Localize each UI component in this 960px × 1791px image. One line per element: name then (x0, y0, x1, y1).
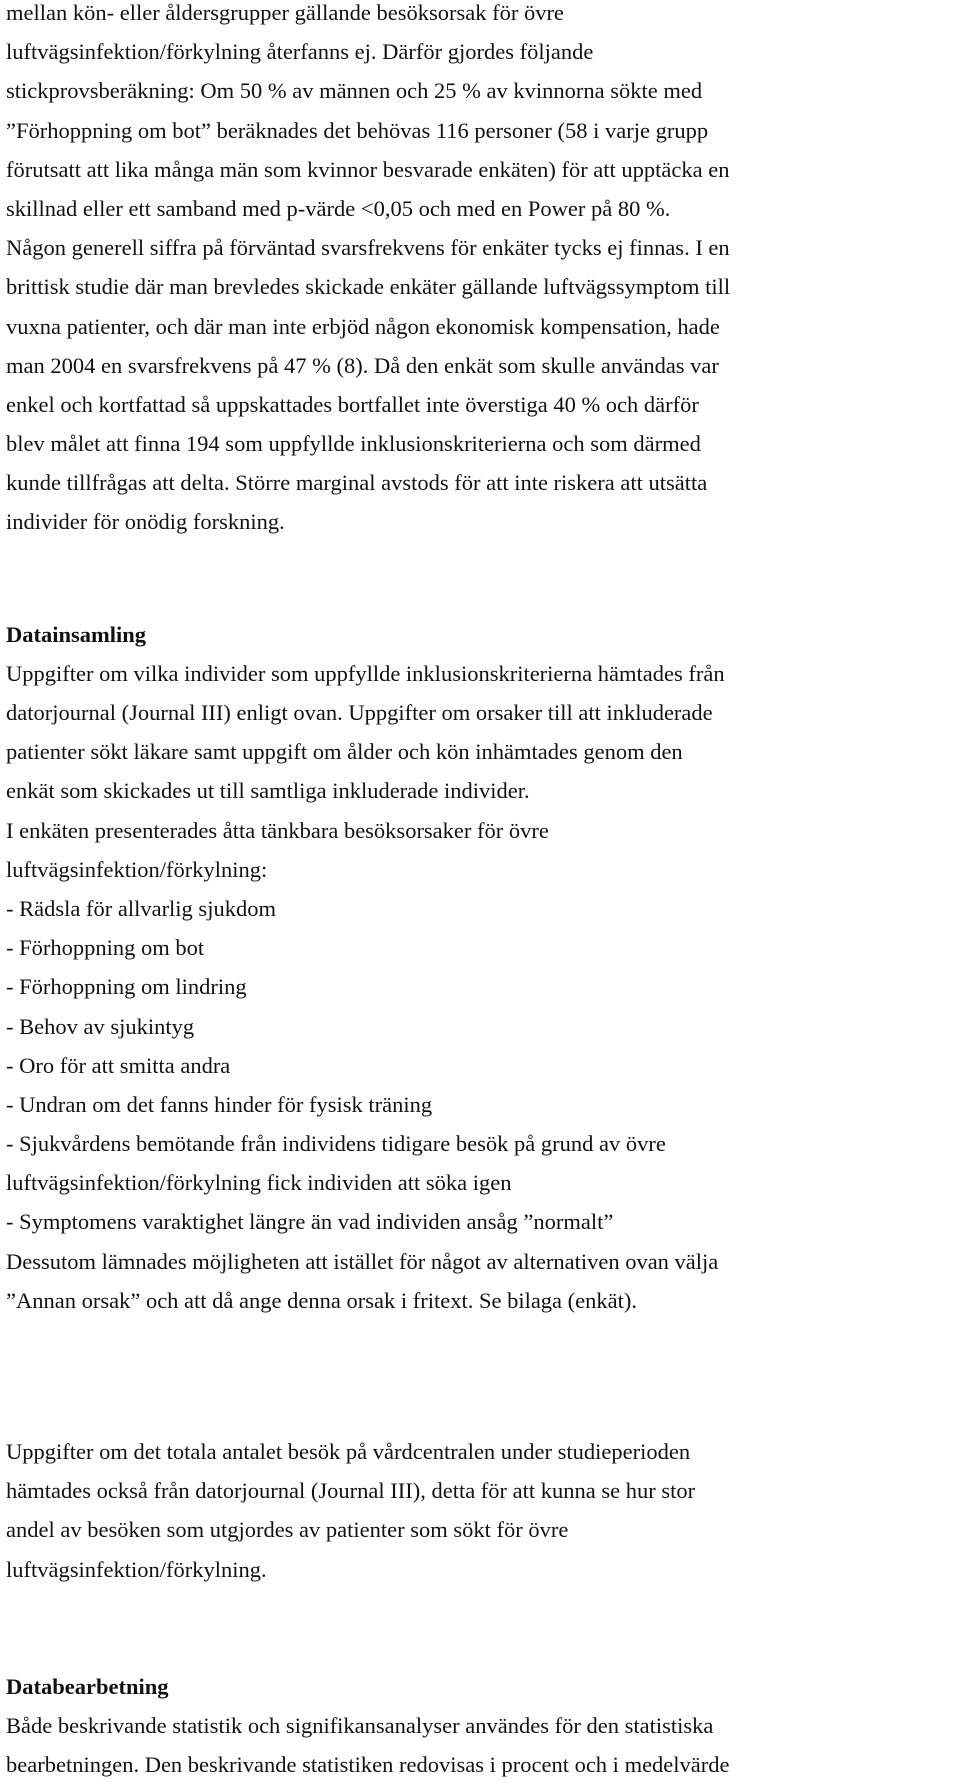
list-item: - Rädsla för allvarlig sjukdom (6, 895, 276, 921)
text-line: patienter sökt läkare samt uppgift om ålder och kön inhämtades genom den (6, 739, 683, 765)
text-line: I enkäten presenterades åtta tänkbara besöksorsaker för övre (6, 817, 549, 843)
text-line: man 2004 en svarsfrekvens på 47 % (8). Då den enkät som skulle användas var (6, 352, 719, 378)
text-line: kunde tillfrågas att delta. Större marginal avstods för att inte riskera att utsätta (6, 470, 708, 496)
text-line: enkät som skickades ut till samtliga inkluderade individer. (6, 778, 530, 804)
list-item: - Undran om det fanns hinder för fysisk träning (6, 1091, 433, 1117)
text-line: förutsatt att lika många män som kvinnor besvarade enkäten) för att upptäcka en (6, 156, 730, 182)
text-line: luftvägsinfektion/förkylning återfanns ej. Därför gjordes följande (6, 39, 594, 65)
section-heading-databearbetning: Databearbetning (6, 1673, 169, 1699)
text-line: stickprovsberäkning: Om 50 % av männen och 25 % av kvinnorna sökte med (6, 78, 703, 104)
text-line: blev målet att finna 194 som uppfyllde inklusionskriterierna och som därmed (6, 431, 701, 457)
text-line: andel av besöken som utgjordes av patienter som sökt för övre (6, 1517, 569, 1543)
text-line: luftvägsinfektion/förkylning fick individen att söka igen (6, 1170, 512, 1196)
spacer (6, 1327, 956, 1439)
text-line: Både beskrivande statistik och signifikansanalyser användes för den statistiska (6, 1712, 714, 1738)
section-heading-datainsamling: Datainsamling (6, 621, 147, 647)
text-line: Dessutom lämnades möjligheten att istället för något av alternativen ovan välja (6, 1248, 719, 1274)
text-line: individer för onödig forskning. (6, 509, 285, 535)
text-line: ”Förhoppning om bot” beräknades det behövas 116 personer (58 i varje grupp (6, 117, 709, 143)
spacer (6, 549, 956, 622)
text-line: Uppgifter om det totala antalet besök på vårdcentralen under studieperioden (6, 1439, 691, 1464)
text-line: vuxna patienter, och där man inte erbjöd någon ekonomisk kompensation, hade (6, 313, 720, 339)
list-item: - Symptomens varaktighet längre än vad individen ansåg ”normalt” (6, 1209, 614, 1235)
paragraph-sample-size (6, 0, 956, 549)
paragraph-databearbetning (6, 1713, 956, 1791)
paragraph-total-visits (6, 1439, 956, 1596)
list-item: - Förhoppning om lindring (6, 974, 247, 1000)
text-line: datorjournal (Journal III) enligt ovan. Uppgifter om orsaker till att inkluderade (6, 700, 713, 725)
text-line: skillnad eller ett samband med p-värde <0,05 och med en Power på 80 %. (6, 195, 671, 221)
list-item: - Behov av sjukintyg (6, 1013, 195, 1039)
paragraph-datainsamling (6, 661, 956, 1327)
text-line: Uppgifter om vilka individer som uppfyllde inklusionskriterierna hämtades från (6, 660, 725, 686)
list-item: - Sjukvårdens bemötande från individens tidigare besök på grund av övre (6, 1131, 666, 1157)
text-line: bearbetningen. Den beskrivande statistiken redovisas i procent och i medelvärde (6, 1752, 730, 1778)
list-item: - Förhoppning om bot (6, 935, 205, 961)
text-line: hämtades också från datorjournal (Journal III), detta för att kunna se hur stor (6, 1478, 696, 1504)
list-item: - Oro för att smitta andra (6, 1052, 231, 1078)
document-page (6, 0, 956, 1791)
text-line: Någon generell siffra på förväntad svarsfrekvens för enkäter tycks ej finnas. I en (6, 235, 730, 261)
text-line: luftvägsinfektion/förkylning: (6, 856, 268, 882)
text-line: brittisk studie där man brevledes skickade enkäter gällande luftvägssymptom till (6, 274, 731, 300)
text-line: mellan kön- eller åldersgrupper gällande besöksorsak för övre (6, 0, 564, 25)
spacer (6, 1596, 956, 1674)
text-line: luftvägsinfektion/förkylning. (6, 1556, 267, 1582)
text-line: enkel och kortfattad så uppskattades bortfallet inte överstiga 40 % och därför (6, 391, 699, 417)
text-line: ”Annan orsak” och att då ange denna orsak i fritext. Se bilaga (enkät). (6, 1287, 637, 1313)
